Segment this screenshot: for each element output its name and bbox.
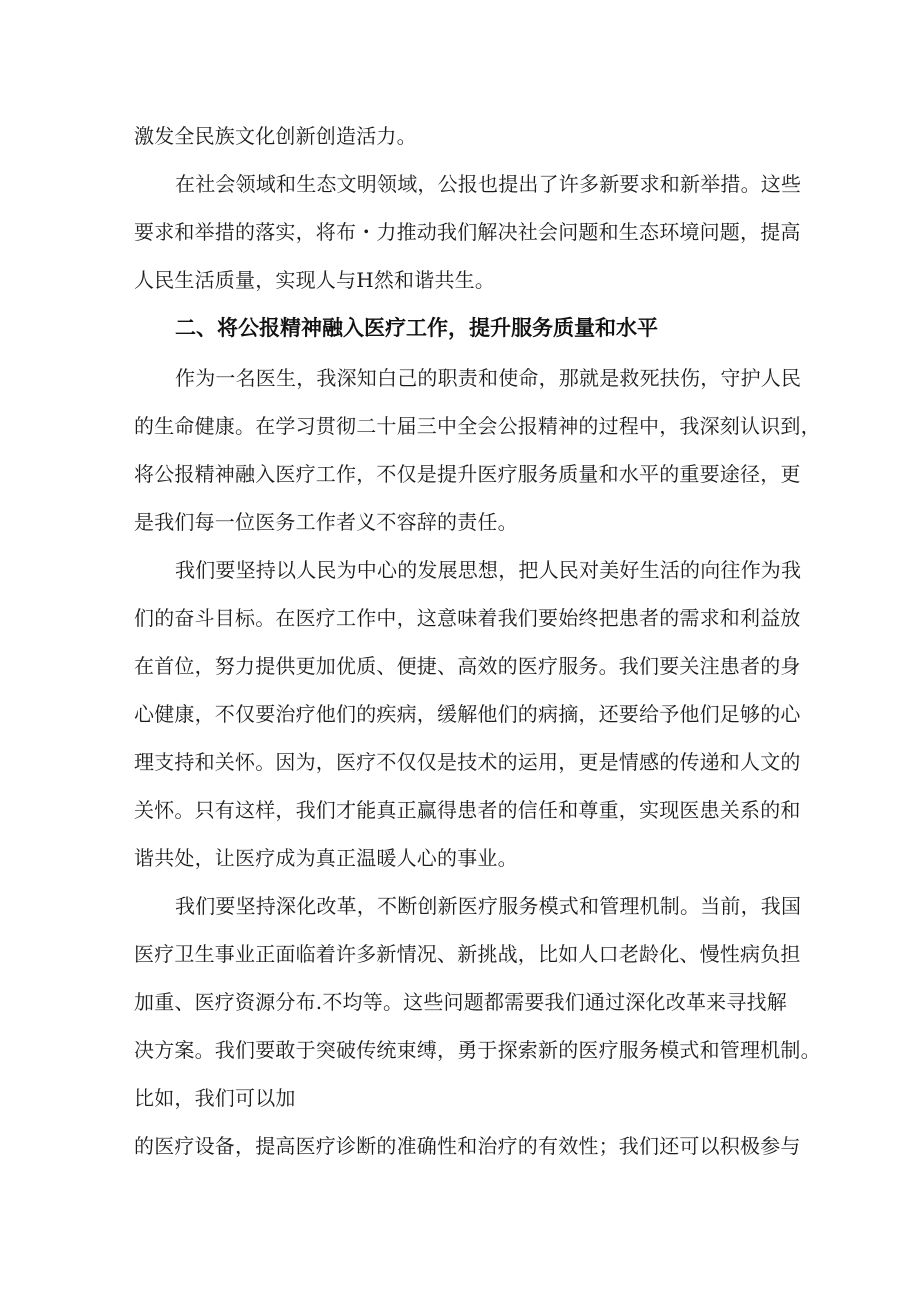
paragraph-line: 的生命健康。在学习贯彻二十届三中全会公报精神的过程中，我深刻认识到， (134, 414, 821, 438)
paragraph-line: 我们要坚持以人民为中心的发展思想，把人民对美好生活的向往作为我 (175, 558, 802, 582)
section-heading: 二、将公报精神融入医疗工作，提升服务质量和水平 (175, 316, 658, 340)
paragraph-line: 比如，我们可以加 (134, 1086, 296, 1110)
paragraph-line: 心健康，不仅要治疗他们的疾病，缓解他们的病摘，还要给予他们足够的心 (134, 702, 801, 726)
paragraph-line: 的医疗设备，提高医疗诊断的准确性和治疗的有效性；我们还可以积极参与 (134, 1134, 801, 1158)
paragraph-line: 激发全民族文化创新创造活力。 (134, 124, 417, 148)
paragraph-line: 在社会领域和生态文明领域，公报也提出了许多新要求和新举措。这些 (175, 172, 802, 196)
paragraph-line: 医疗卫生事业正面临着许多新情况、新挑战，比如人口老龄化、慢性病负担 (134, 942, 801, 966)
paragraph-line: 人民生活质量，实现人与H然和谐共生。 (134, 268, 496, 292)
paragraph-line: 决方案。我们要敢于突破传统束缚，勇于探索新的医疗服务模式和管理机制。 (134, 1038, 821, 1062)
paragraph-line: 作为一名医生，我深知白己的职责和使命，那就是救死扶伤，守护人民 (175, 366, 802, 390)
paragraph-line: 要求和举措的落实，将布・力推动我们解决社会问题和生态环境问题，提高 (134, 220, 801, 244)
paragraph-line: 在首位，努力提供更加优质、便捷、高效的医疗服务。我们要关注患者的身 (134, 654, 801, 678)
paragraph-line: 我们要坚持深化改革，不断创新医疗服务模式和管理机制。当前，我国 (175, 894, 802, 918)
paragraph-line: 理支持和关怀。因为，医疗不仅仅是技术的运用，更是情感的传递和人文的 (134, 750, 801, 774)
paragraph-line: 谐共处，让医疗成为真正温暖人心的事业。 (134, 846, 518, 870)
paragraph-line: 是我们每一位医务工作者义不容辞的责任。 (134, 510, 518, 534)
paragraph-line: 关怀。只有这样，我们才能真正赢得患者的信任和尊重，实现医患关系的和 (134, 798, 801, 822)
paragraph-line: 将公报精神融入医疗工作，不仅是提升医疗服务质量和水平的重要途径，更 (134, 462, 801, 486)
paragraph-line: 们的奋斗目标。在医疗工作中，这意味着我们要始终把患者的需求和利益放 (134, 606, 801, 630)
paragraph-line: 加重、医疗资源分布.不均等。这些问题都需要我们通过深化改革来寻找解 (134, 990, 787, 1014)
